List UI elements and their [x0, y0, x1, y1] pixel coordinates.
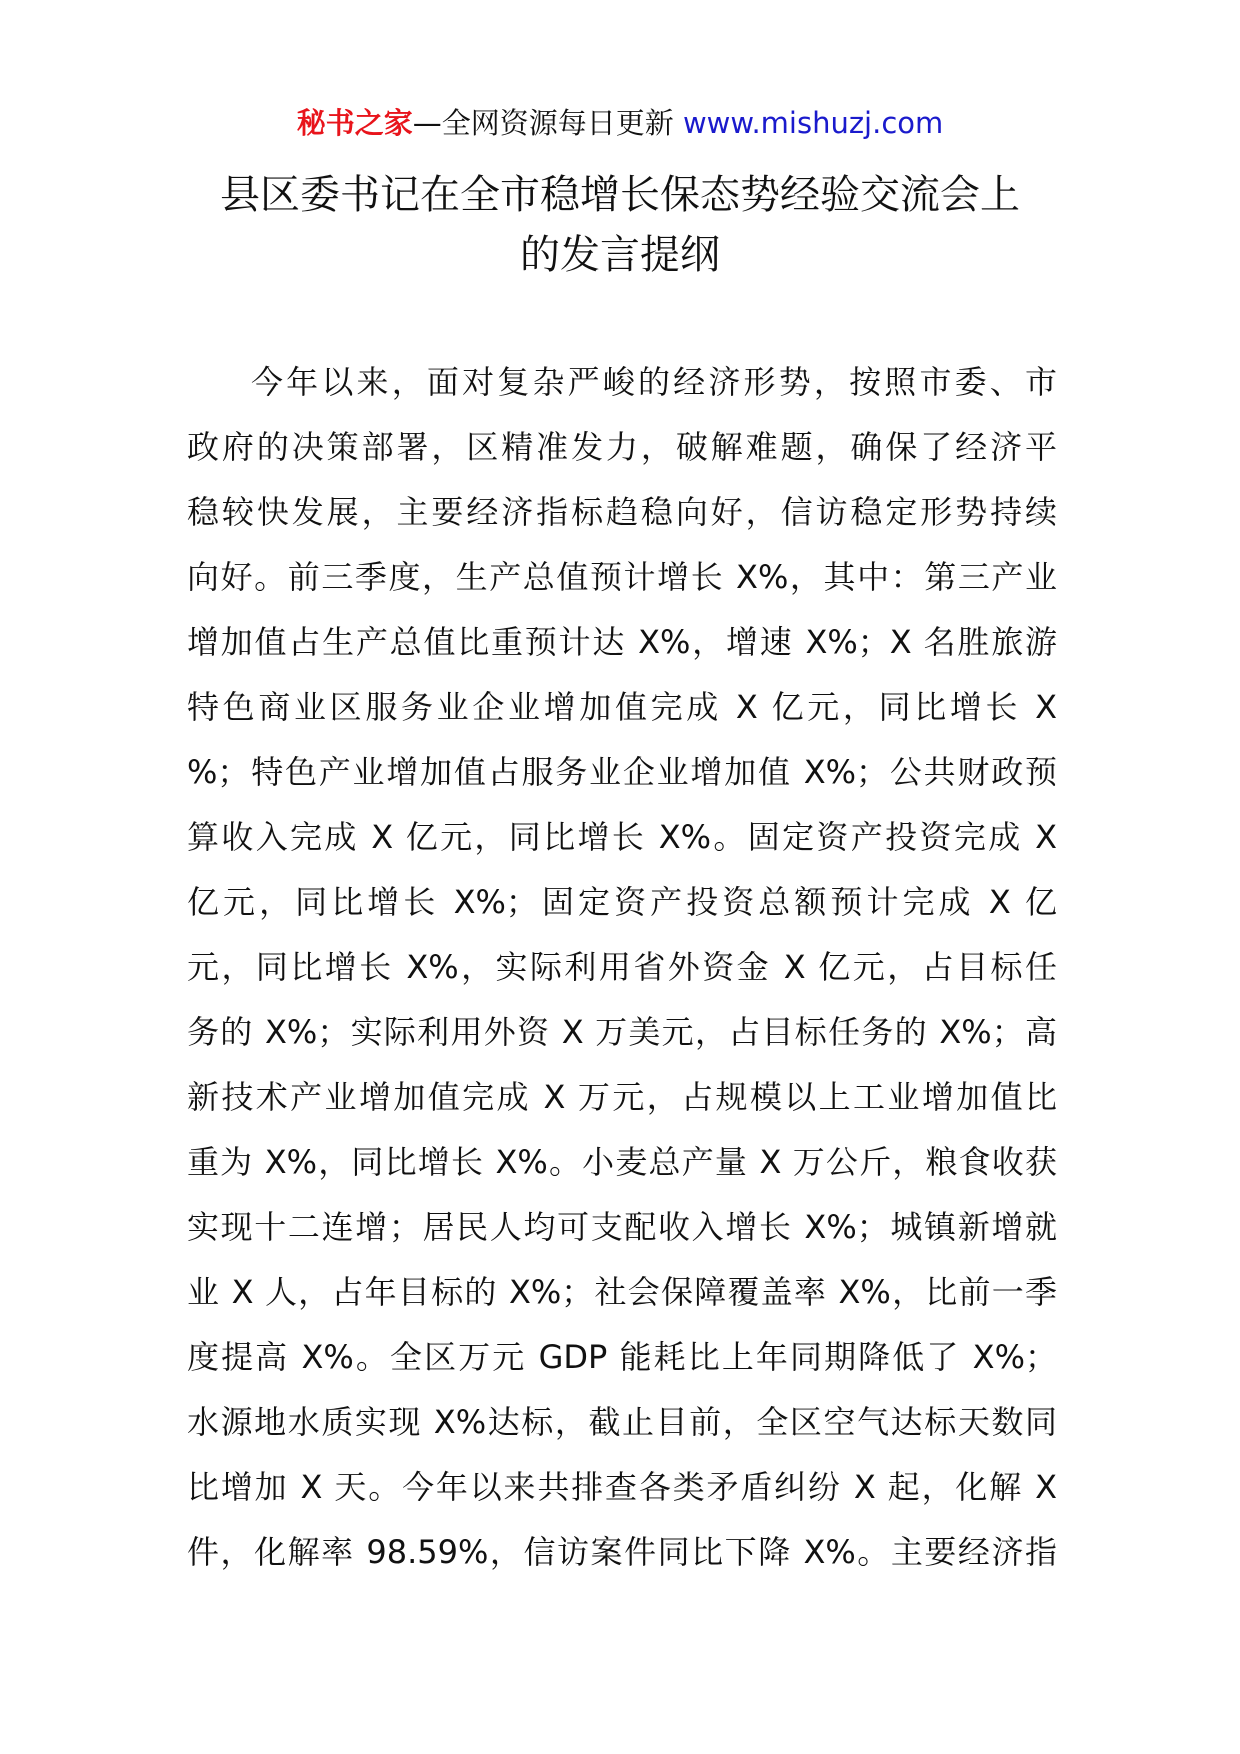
site-brand: 秘书之家 — [296, 106, 413, 140]
body-line: 业 X 人，占年目标的 X%；社会保障覆盖率 X%，比前一季 — [187, 1273, 1057, 1311]
body-line: 元，同比增长 X%，实际利用省外资金 X 亿元，占目标任 — [187, 948, 1057, 986]
title-line: 县区委书记在全市稳增长保态势经验交流会上 — [220, 172, 1020, 218]
title-line: 的发言提纲 — [520, 232, 720, 278]
document-body — [187, 358, 1057, 1593]
body-line: 特色商业区服务业企业增加值完成 X 亿元，同比增长 X — [187, 688, 1057, 726]
body-line: 算收入完成 X 亿元，同比增长 X%。固定资产投资完成 X — [187, 818, 1057, 856]
body-line: 件，化解率 98.59%，信访案件同比下降 X%。主要经济指 — [187, 1533, 1057, 1571]
body-line: 重为 X%，同比增长 X%。小麦总产量 X 万公斤，粮食收获 — [187, 1143, 1057, 1181]
site-tagline: —全网资源每日更新 — [412, 106, 674, 140]
body-line: %；特色产业增加值占服务业企业增加值 X%；公共财政预 — [187, 753, 1057, 791]
body-line: 今年以来，面对复杂严峻的经济形势，按照市委、市 — [251, 363, 1057, 401]
body-line: 实现十二连增；居民人均可支配收入增长 X%；城镇新增就 — [187, 1208, 1057, 1246]
body-line: 度提高 X%。全区万元 GDP 能耗比上年同期降低了 X%； — [187, 1338, 1057, 1376]
body-line: 向好。前三季度，生产总值预计增长 X%，其中：第三产业 — [187, 558, 1057, 596]
body-line: 务的 X%；实际利用外资 X 万美元，占目标任务的 X%；高 — [187, 1013, 1057, 1051]
site-url-link[interactable]: www.mishuzj.com — [682, 106, 944, 140]
body-line: 比增加 X 天。今年以来共排查各类矛盾纠纷 X 起，化解 X — [187, 1468, 1057, 1506]
body-line: 稳较快发展，主要经济指标趋稳向好，信访稳定形势持续 — [187, 493, 1057, 531]
site-header — [0, 103, 1240, 143]
body-line: 新技术产业增加值完成 X 万元，占规模以上工业增加值比 — [187, 1078, 1057, 1116]
body-line: 亿元，同比增长 X%；固定资产投资总额预计完成 X 亿 — [187, 883, 1057, 921]
document-title — [150, 165, 1090, 285]
body-line: 政府的决策部署，区精准发力，破解难题，确保了经济平 — [187, 428, 1057, 466]
body-line: 增加值占生产总值比重预计达 X%，增速 X%；X 名胜旅游 — [187, 623, 1057, 661]
body-line: 水源地水质实现 X%达标，截止目前，全区空气达标天数同 — [187, 1403, 1057, 1441]
